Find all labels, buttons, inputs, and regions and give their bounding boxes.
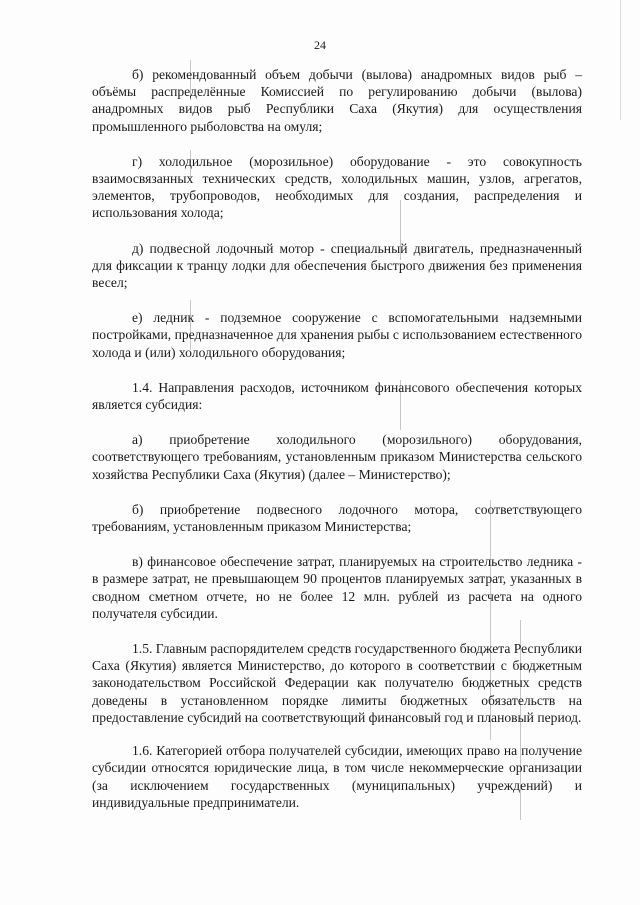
- paragraph-1-4-expense-directions: 1.4. Направления расходов, источником финансового обеспечения которых является субсидия:: [92, 379, 582, 413]
- paragraph-b-motor-purchase: б) приобретение подвесного лодочного мотора, соответствующего требованиям, установленным приказом Министерства;: [92, 501, 582, 535]
- paragraph-d-outboard-motor: д) подвесной лодочный мотор - специальный двигатель, предназначенный для фиксации к транцу лодки для обеспечения быстрого движения без применения весел;: [92, 240, 582, 291]
- paragraph-1-5-main-administrator: 1.5. Главным распорядителем средств государственного бюджета Республики Саха (Якутия) является Министерство, до которого в соответствии с бюджетным законодательством Российской Федерации как получателю бюджетных средств доведены в установленном порядке лимиты бюджетных обязательств на предоставление субсидий на соответствующий финансовый год и плановый период.: [92, 641, 582, 725]
- body-text: [92, 66, 582, 827]
- paragraph-1-6-recipient-category: 1.6. Категорией отбора получателей субсидии, имеющих право на получение субсидии относятся юридические лица, в том числе некоммерческие организации (за исключением государственных (муниципальных) учреждений) и индивидуальные предприниматели.: [92, 743, 582, 810]
- paragraph-a-equipment-purchase: а) приобретение холодильного (морозильного) оборудования, соответствующего требованиям, установленным приказом Министерства сельского хозяйства Республики Саха (Якутия) (далее – Министерство);: [92, 432, 582, 482]
- paragraph-g-refrigeration-equipment: г) холодильное (морозильное) оборудование - это совокупность взаимосвязанных технических средств, холодильных машин, узлов, агрегатов, элементов, трубопроводов, необходимых для создания, распределения и использования холода;: [92, 153, 582, 221]
- paragraph-v-glacier-construction: в) финансовое обеспечение затрат, планируемых на строительство ледника - в размере затрат, не превышающем 90 процентов планируемых затрат, указанных в сводном сметном отчете, но не более 12 млн. рублей из расчета на одного получателя субсидии.: [92, 554, 582, 621]
- page-number: 24: [314, 38, 326, 52]
- paragraph-b-recommended-volume: б) рекомендованный объем добычи (вылова) анадромных видов рыб – объёмы распределённые Комиссией по регулированию добычи (вылова) анадромных видов рыб Республики Саха (Якутия) для осуществления промышленного рыболовства на омуля;: [92, 67, 582, 134]
- scan-artifact-line: [620, 0, 621, 120]
- paragraph-e-glacier: е) ледник - подземное сооружение с вспомогательными надземными постройками, предназначенное для хранения рыбы с использованием естественного холода и (или) холодильного оборудования;: [92, 310, 582, 360]
